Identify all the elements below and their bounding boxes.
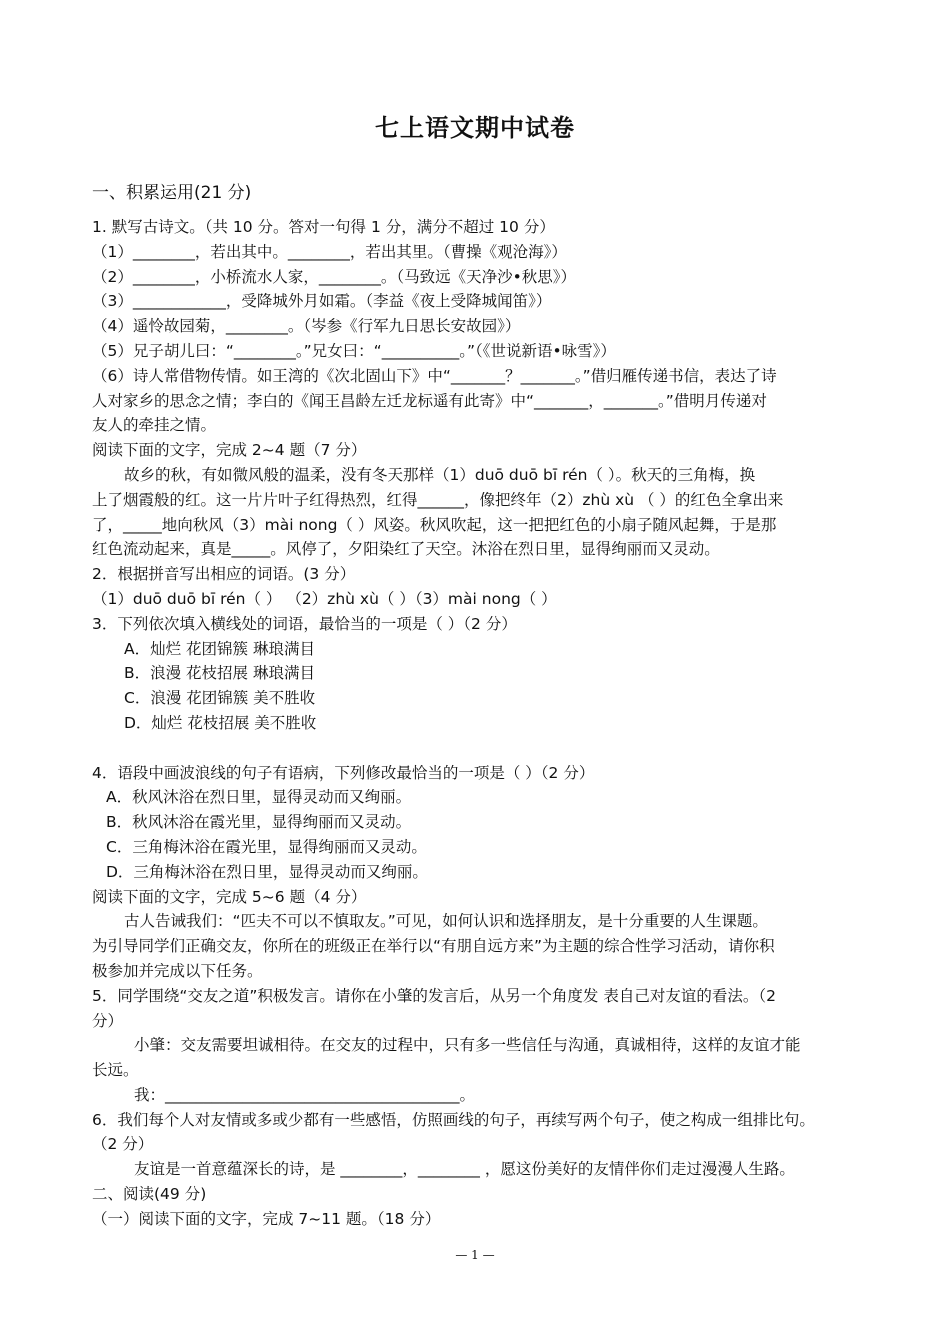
text-line: （1）duō duō bī rén（ ） （2）zhù xù（ ）（3）mài nong（ ） <box>92 589 557 608</box>
option-line: C．三角梅沐浴在霞光里，显得绚丽而又灵动。 <box>106 837 427 856</box>
text-line: （6）诗人常借物传情。如王湾的《次北固山下》中“_______？_______。”借归雁传递书信，表达了诗 <box>92 366 777 385</box>
text-line: （2 分） <box>92 1135 154 1154</box>
text-line: （5）兄子胡儿曰：“________。”兄女曰：“__________。”（《世说新语•咏雪》） <box>92 341 616 360</box>
option-line: D．三角梅沐浴在烈日里，显得灵动而又绚丽。 <box>106 862 428 881</box>
text-line: 分） <box>92 1011 124 1030</box>
text-line: 小肇：交友需要坦诚相待。在交友的过程中，只有多一些信任与沟通，真诚相待，这样的友谊才能 <box>134 1036 801 1055</box>
blank-line <box>92 736 867 761</box>
text-line: 阅读下面的文字，完成 5~6 题（4 分） <box>92 887 367 906</box>
text-line: 极参加并完成以下任务。 <box>92 961 263 980</box>
option-line: D．灿烂 花枝招展 美不胜收 <box>124 713 317 732</box>
text-line: 了，_____地向秋风（3）mài nong（ ）风姿。秋风吹起，这一把把红色的小扇子随风起舞，于是那 <box>92 515 777 534</box>
option-line: C．浪漫 花团锦簇 美不胜收 <box>124 689 316 708</box>
text-line: 长远。 <box>92 1061 139 1080</box>
page-number: — 1 — <box>455 1248 495 1262</box>
option-line: B．浪漫 花枝招展 琳琅满目 <box>124 664 315 683</box>
text-line: 4．语段中画波浪线的句子有语病，下列修改最恰当的一项是（ ）（2 分） <box>92 763 595 782</box>
section-heading: 二、阅读(49 分) <box>92 1185 207 1204</box>
text-line: 阅读下面的文字，完成 2~4 题（7 分） <box>92 441 367 460</box>
text-line: 故乡的秋，有如微风般的温柔，没有冬天那样（1）duō duō bī rén（ ）。秋天的三角梅，换 <box>124 465 756 484</box>
option-line: A．秋风沐浴在烈日里，显得灵动而又绚丽。 <box>106 788 412 807</box>
text-line: （3）____________，受降城外月如霜。（李益《夜上受降城闻笛》） <box>92 292 552 311</box>
option-line: A．灿烂 花团锦簇 琳琅满目 <box>124 639 315 658</box>
text-line: （一）阅读下面的文字，完成 7~11 题。（18 分） <box>92 1209 441 1228</box>
text-line: 2．根据拼音写出相应的词语。(3 分） <box>92 565 356 584</box>
text-line: 古人告诫我们：“匹夫不可以不慎取友。”可见，如何认识和选择朋友，是十分重要的人生课题。 <box>124 912 768 931</box>
text-line: （1）________，若出其中。________，若出其里。（曹操《观沧海》） <box>92 242 567 261</box>
text-line: 为引导同学们正确交友，你所在的班级正在举行以“有朋自远方来”为主题的综合性学习活动，请你积 <box>92 937 775 956</box>
text-line: （4）遥怜故园菊，________。（岑参《行军九日思长安故园》） <box>92 317 521 336</box>
text-line: 1. 默写古诗文。（共 10 分。答对一句得 1 分，满分不超过 10 分） <box>92 218 555 236</box>
option-line: B．秋风沐浴在霞光里，显得绚丽而又灵动。 <box>106 813 412 832</box>
text-line: 友人的牵挂之情。 <box>92 416 217 435</box>
text-line: （2）________，小桥流水人家，________。（马致远《天净沙•秋思》） <box>92 267 577 286</box>
text-line: 红色流动起来，真是_____。风停了，夕阳染红了天空。沐浴在烈日里，显得绚丽而又灵动。 <box>92 540 720 559</box>
text-line: 6．我们每个人对友情或多或少都有一些感悟，仿照画线的句子，再续写两个句子，使之构成一组排比句。 <box>92 1110 815 1129</box>
text-line: 我：______________________________________。 <box>134 1085 476 1104</box>
text-line: 3．下列依次填入横线处的词语，最恰当的一项是（ ）（2 分） <box>92 614 517 633</box>
text-line: 人对家乡的思念之情；李白的《闻王昌龄左迁龙标遥有此寄》中“_______，_______。”借明月传递对 <box>92 391 767 410</box>
page-title: 七上语文期中试卷 <box>375 114 575 142</box>
text-line: 5．同学围绕“交友之道”积极发言。请你在小肇的发言后，从另一个角度发 表自己对友谊的看法。（2 <box>92 986 776 1005</box>
question-body <box>92 215 867 1232</box>
section-heading: 一、积累运用(21 分) <box>92 183 252 203</box>
text-line: 上了烟霞般的红。这一片片叶子红得热烈，红得______，像把终年（2）zhù xù （ ）的红色全拿出来 <box>92 490 784 509</box>
text-line: 友谊是一首意蕴深长的诗，是 ________，________ ，愿这份美好的友情伴你们走过漫漫人生路。 <box>134 1160 795 1179</box>
